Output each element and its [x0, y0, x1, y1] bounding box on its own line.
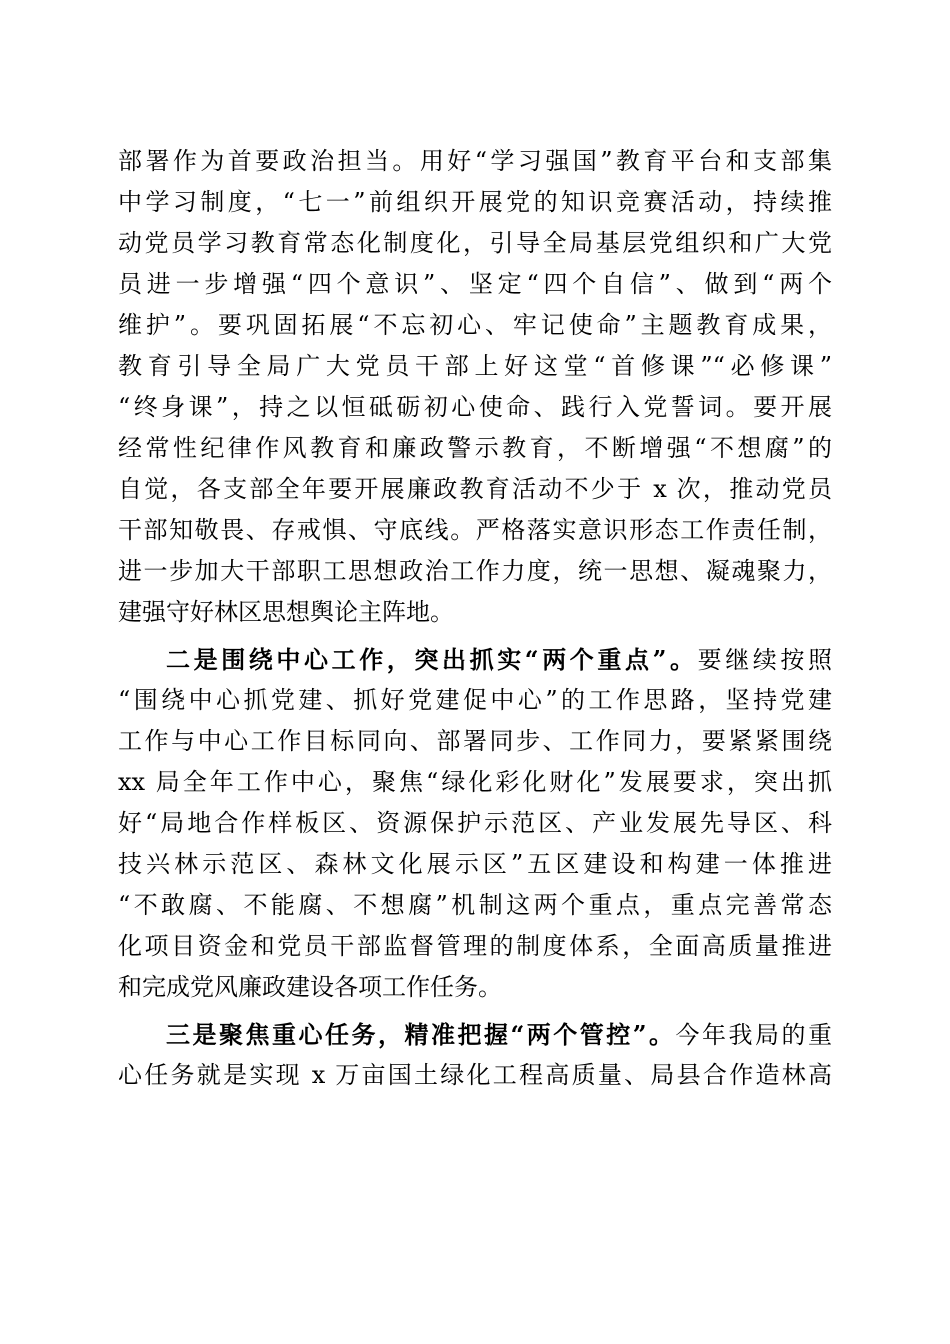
text-line: 维护”。要巩固拓展“不忘初心、牢记使命”主题教育成果，	[118, 311, 832, 339]
text-line: 技兴林示范区、森林文化展示区”五区建设和构建一体推进	[118, 850, 832, 878]
document-page	[118, 141, 832, 1096]
paragraph-first-line	[118, 639, 832, 680]
paragraph-heading: 二是围绕中心工作，突出抓实“两个重点”。	[166, 645, 698, 674]
paragraph-text: 今年我局的重	[675, 1021, 833, 1049]
text-line: 动党员学习教育常态化制度化，引导全局基层党组织和广大党	[118, 229, 832, 257]
text-line: xx 局全年工作中心，聚焦“绿化彩化财化”发展要求，突出抓	[118, 768, 832, 796]
text-line: “终身课”，持之以恒砥砺初心使命、践行入党誓词。要开展	[118, 393, 832, 421]
text-line: 教育引导全局广大党员干部上好这堂“首修课”“必修课”	[118, 352, 832, 380]
text-line: 干部知敬畏、存戒惧、守底线。严格落实意识形态工作责任制，	[118, 516, 832, 544]
text-line: 部署作为首要政治担当。用好“学习强国”教育平台和支部集	[118, 147, 832, 175]
text-line: 中学习制度，“七一”前组织开展党的知识竞赛活动，持续推	[118, 188, 832, 216]
text-line: 和完成党风廉政建设各项工作任务。	[118, 973, 502, 1001]
text-line: 建强守好林区思想舆论主阵地。	[118, 598, 454, 626]
text-line: “不敢腐、不能腐、不想腐”机制这两个重点，重点完善常态	[118, 891, 832, 919]
paragraph-text: 要继续按照	[697, 646, 833, 674]
text-line: 化项目资金和党员干部监督管理的制度体系，全面高质量推进	[118, 932, 832, 960]
paragraph-3	[118, 1014, 832, 1096]
text-line: 好“局地合作样板区、资源保护示范区、产业发展先导区、科	[118, 809, 832, 837]
paragraph-first-line	[118, 1014, 832, 1055]
paragraph-heading: 三是聚焦重心任务，精准把握“两个管控”。	[166, 1020, 676, 1049]
text-line: 经常性纪律作风教育和廉政警示教育，不断增强“不想腐”的	[118, 434, 832, 462]
text-line: 工作与中心工作目标同向、部署同步、工作同力，要紧紧围绕	[118, 727, 832, 755]
paragraph-1	[118, 141, 832, 633]
text-line: 进一步加大干部职工思想政治工作力度，统一思想、凝魂聚力，	[118, 557, 832, 585]
text-line: 心任务就是实现 x 万亩国土绿化工程高质量、局县合作造林高	[118, 1061, 832, 1089]
text-line: “围绕中心抓党建、抓好党建促中心”的工作思路，坚持党建	[118, 686, 832, 714]
text-line: 自觉，各支部全年要开展廉政教育活动不少于 x 次，推动党员	[118, 475, 832, 503]
text-line: 员进一步增强“四个意识”、坚定“四个自信”、做到“两个	[118, 270, 832, 298]
paragraph-2	[118, 639, 832, 1008]
